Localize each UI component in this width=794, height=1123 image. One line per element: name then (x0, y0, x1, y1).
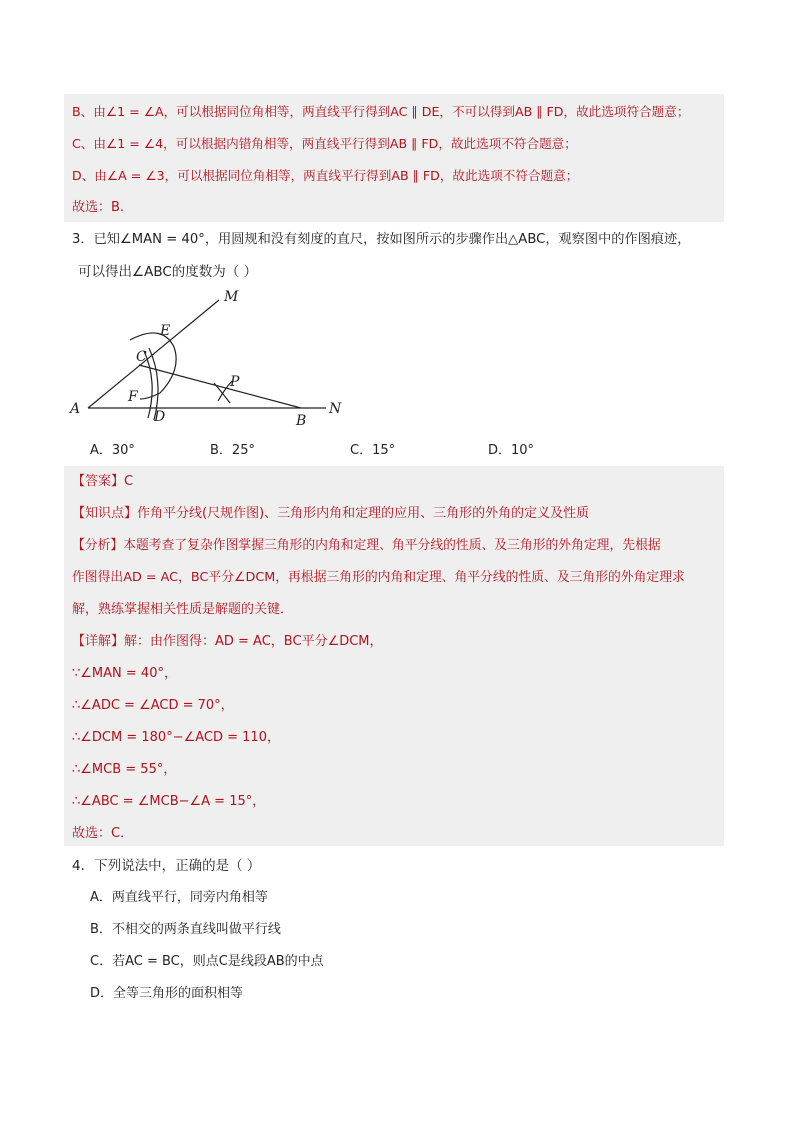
label-e: E (160, 323, 171, 339)
solution-choice: 故选：B. (72, 200, 125, 215)
analysis-line3: 解，熟练掌握相关性质是解题的关键． (72, 602, 294, 617)
question-4-option-c: C．若AC = BC，则点C是线段AB的中点 (90, 954, 324, 969)
solution-line-b: B、由∠1 = ∠A，可以根据同位角相等，两直线平行得到AC ∥ DE，不可以得到AB ∥ FD，故此选项符合题意； (72, 104, 690, 119)
analysis-line1: 【分析】本题考查了复杂作图掌握三角形的内角和定理、角平分线的性质、及三角形的外角定理，先根据 (72, 538, 661, 553)
question-4-option-a: A．两直线平行，同旁内角相等 (90, 890, 268, 905)
label-d: D (154, 409, 166, 425)
question-4-option-d: D．全等三角形的面积相等 (90, 986, 244, 1001)
label-m: M (224, 289, 239, 305)
question-3-stem-line1: 3．已知∠MAN = 40°，用圆规和没有刻度的直尺，按如图所示的步骤作出△ABC，观察图中的作图痕迹， (72, 232, 691, 247)
detail-line4: ∴∠DCM = 180°−∠ACD = 110， (72, 730, 280, 745)
question-4-option-b: B．不相交的两条直线叫做平行线 (90, 922, 281, 937)
label-n: N (329, 401, 342, 417)
question-3-option-c: C．15° (350, 443, 396, 458)
analysis-line2: 作图得出AD = AC，BC平分∠DCM，再根据三角形的内角和定理、角平分线的性质、及三角形的外角定理求 (72, 570, 685, 585)
detail-line3: ∴∠ADC = ∠ACD = 70°， (72, 698, 234, 713)
detail-line6: ∴∠ABC = ∠MCB−∠A = 15°， (72, 794, 266, 809)
label-a: A (70, 401, 81, 417)
detail-line1: 【详解】解：由作图得：AD = AC，BC平分∠DCM， (72, 634, 383, 649)
answer-choice: 故选：C． (72, 826, 134, 841)
solution-line-d: D、由∠A = ∠3，可以根据同位角相等，两直线平行得到AB ∥ FD，故此选项不符合题意； (72, 168, 579, 183)
detail-line2: ∵∠MAN = 40°， (72, 666, 177, 681)
question-3-stem-line2: 可以得出∠ABC的度数为（ ） (78, 264, 258, 280)
label-b: B (296, 413, 307, 429)
solution-line-c: C、由∠1 = ∠4，可以根据内错角相等，两直线平行得到AB ∥ FD，故此选项不符合题意； (72, 136, 577, 151)
answer-label: 【答案】C (72, 474, 134, 489)
detail-line5: ∴∠MCB = 55°， (72, 762, 177, 777)
label-p: P (230, 374, 240, 390)
question-3-option-a: A．30° (90, 443, 135, 458)
question-3-option-b: B．25° (210, 443, 255, 458)
label-f: F (128, 389, 138, 405)
question-4-stem: 4．下列说法中，正确的是（ ） (72, 858, 261, 874)
knowledge-points: 【知识点】作角平分线(尺规作图)、三角形内角和定理的应用、三角形的外角的定义及性质 (72, 506, 590, 521)
question-3-option-d: D．10° (488, 443, 535, 458)
construction-figure (64, 285, 364, 435)
label-c: C (136, 349, 147, 365)
